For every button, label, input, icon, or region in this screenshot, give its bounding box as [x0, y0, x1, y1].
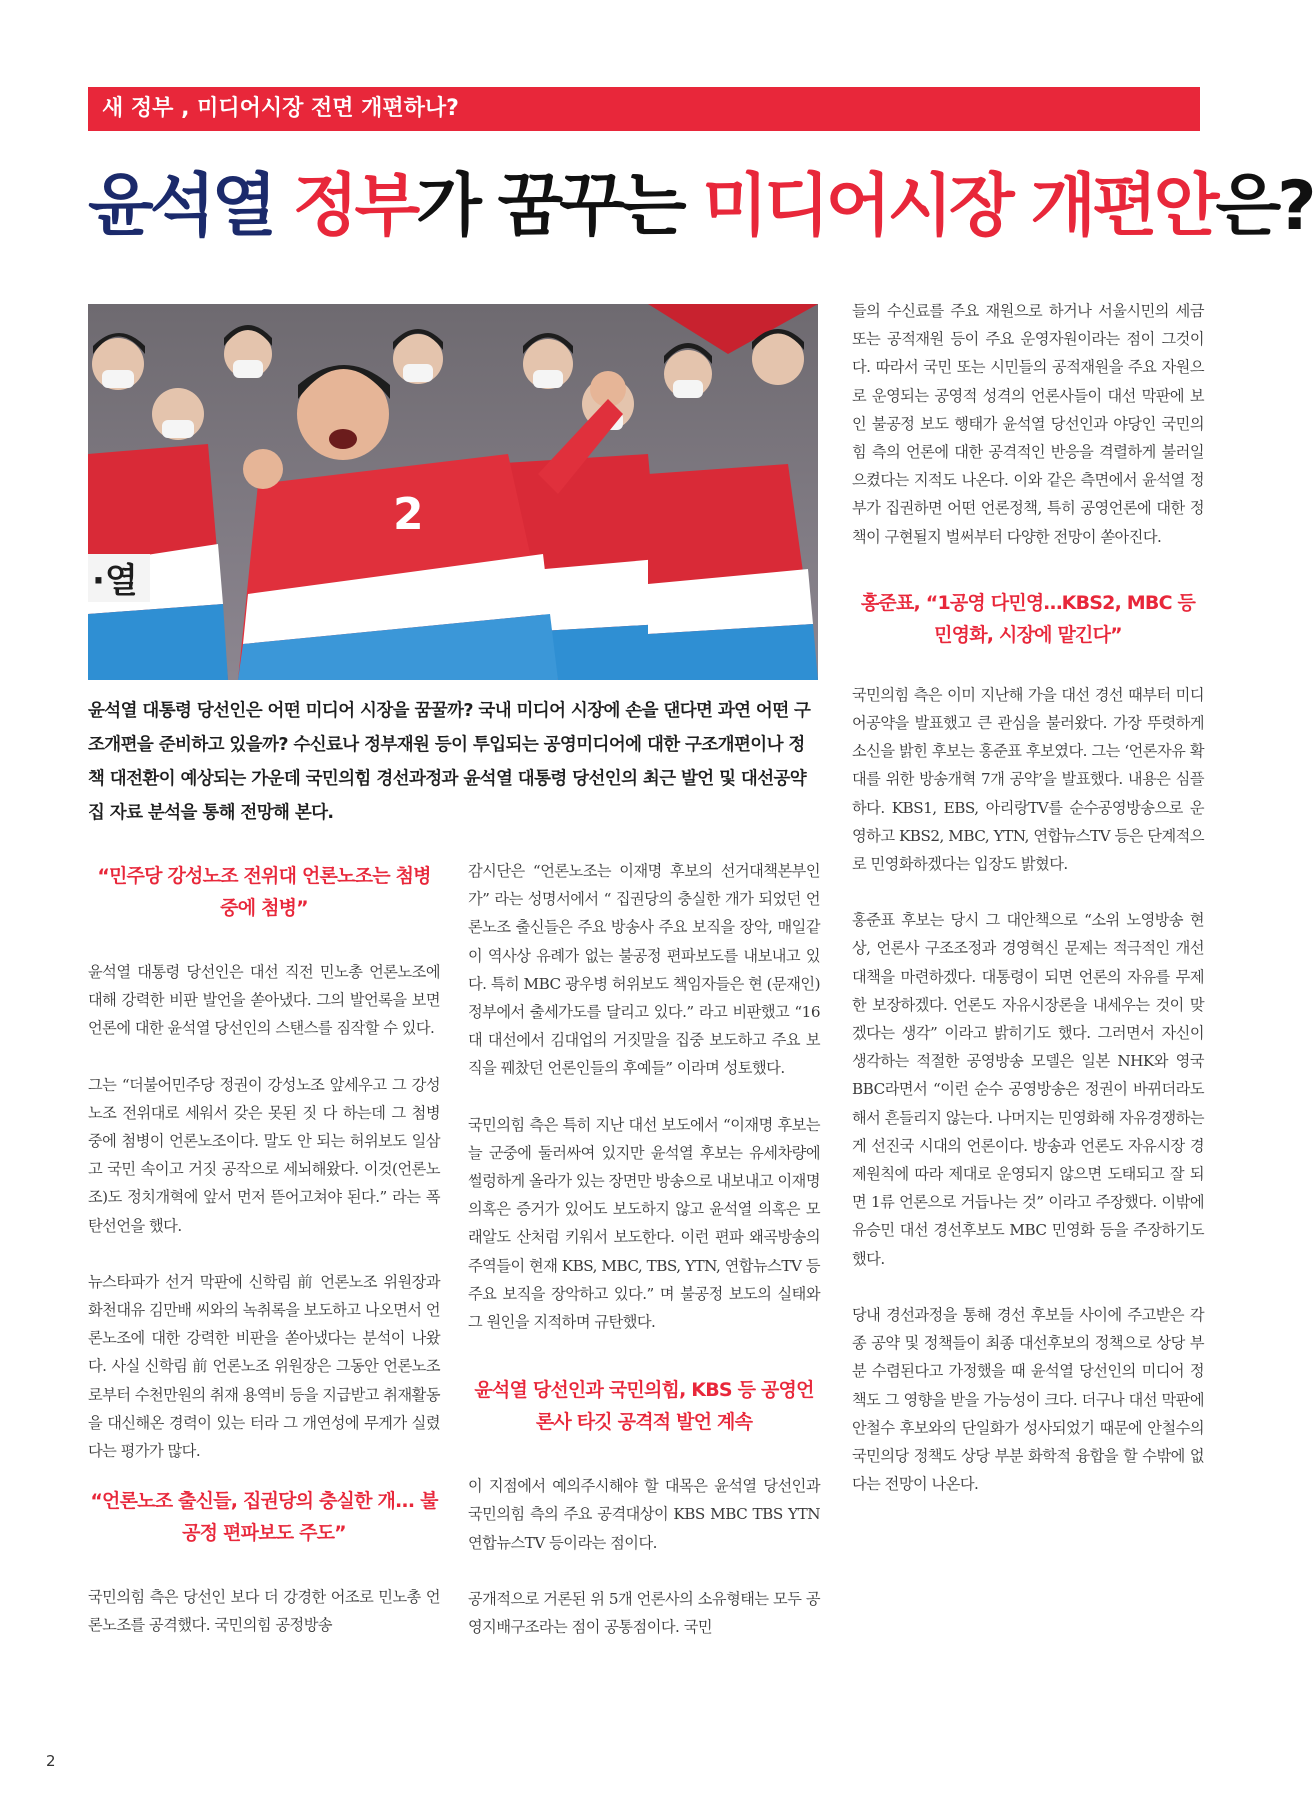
- col2-paragraph-4: 공개적으로 거론된 위 5개 언론사의 소유형태는 모두 공영지배구조라는 점이 공통점이다. 국민: [468, 1589, 820, 1637]
- lead-paragraph: 윤석열 대통령 당선인은 어떤 미디어 시장을 꿈꿀까? 국내 미디어 시장에 손을 댄다면 과연 어떤 구조개편을 준비하고 있을까? 수신료나 정부재원 등이 투입되는 공영미디어에 대한 구조개편이나 정책 대전환이 예상되는 가운데 국민의힘 경선과정과 윤석열 대통령 당선인의 최근 발언 및 대선공약집 자료 분석을 통해 전망해 본다.: [88, 701, 811, 823]
- col1-paragraph-1: 윤석열 대통령 당선인은 대선 직전 민노총 언론노조에 대해 강력한 비판 발언을 쏟아냈다. 그의 발언록을 보면 언론에 대한 윤석열 당선인의 스탠스를 짐작할 수 있다.: [88, 963, 440, 1038]
- headline-part-2: 정부: [292, 167, 417, 246]
- rally-photo-illustration: [88, 304, 818, 680]
- col1-paragraph-4: 국민의힘 측은 당선인 보다 더 강경한 어조로 민노총 언론노조를 공격했다. 국민의힘 공정방송: [88, 1588, 440, 1635]
- page-number: 2: [46, 1752, 56, 1770]
- col1-subhead-2: “언론노조 출신들, 집권당의 충실한 개... 불공정 편파보도 주도”: [90, 1490, 438, 1545]
- headline-part-4: 미디어시장 개편안: [702, 167, 1216, 246]
- col1-paragraph-2: 그는 “더불어민주당 정권이 강성노조 앞세우고 그 강성노조 전위대로 세워서 갖은 못된 짓 다 하는데 그 첨병 중에 첨병이 언론노조이다. 말도 안 되는 허위보도 일삼고 국민 속이고 거짓 공작으로 세뇌해왔다. 이것(언론노조)도 정치개혁에 앞서 먼저 뜯어고쳐야 된다.” 라는 폭탄선언을 했다.: [88, 1075, 440, 1235]
- col1-paragraph-3: 뉴스타파가 선거 막판에 신학림 前 언론노조 위원장과 화천대유 김만배 씨와의 녹취록을 보도하고 나오면서 언론노조에 대한 강력한 비판을 쏟아냈다는 분석이 나왔다. 사실 신학림 前 언론노조 위원장은 그동안 언론노조로부터 수천만원의 취재 용역비 등을 지급받고 취재활동을 대신해온 경력이 있는 터라 그 개연성에 무게가 실렸다는 평가가 많다.: [88, 1272, 440, 1461]
- col2-paragraph-3: 이 지점에서 예의주시해야 할 대목은 윤석열 당선인과 국민의힘 측의 주요 공격대상이 KBS MBC TBS YTN 연합뉴스TV 등이라는 점이다.: [468, 1477, 820, 1552]
- podium-sign-text: ·열: [92, 561, 138, 601]
- section-banner: 새 정부 , 미디어시장 전면 개편하나?: [88, 87, 1200, 131]
- col3-subhead-1: 홍준표, “1공영 다민영…KBS2, MBC 등 민영화, 시장에 맡긴다”: [860, 591, 1196, 646]
- col3-paragraph-2: 국민의힘 측은 이미 지난해 가을 대선 경선 때부터 미디어공약을 발표했고 큰 관심을 불러왔다. 가장 뚜렷하게 소신을 밝힌 후보는 홍준표 후보였다. 그는 ‘언론자유 확대를 위한 방송개혁 7개 공약’을 발표했다. 내용은 심플하다. KBS1, EBS, 아리랑TV를 순수공영방송으로 운영하고 KBS2, MBC, YTN, 연합뉴스TV 등은 단계적으로 민영화하겠다는 입장도 밝혔다.: [852, 685, 1204, 874]
- rally-photo: [88, 304, 818, 680]
- column-2: [468, 857, 820, 1669]
- headline-part-3: 가 꿈꾸는: [416, 167, 703, 246]
- col3-paragraph-3: 홍준표 후보는 당시 그 대안책으로 “소위 노영방송 현상, 언론사 구조조정과 경영혁신 문제는 적극적인 개선 대책을 마련하겠다. 대통령이 되면 언론의 자유를 무제한 보장하겠다. 언론도 자유시장론을 내세우는 것이 맞겠다는 생각” 이라고 밝히기도 했다. 그러면서 자신이 생각하는 적절한 공영방송 모델은 일본 NHK와 영국 BBC라면서 “이런 순수 공영방송은 정권이 바뀌더라도 해서 흔들리지 않는다. 나머지는 민영화해 자유경쟁하는 게 선진국 시대의 언론이다. 방송과 언론도 자유시장 경제원칙에 따라 제대로 운영되지 않으면 도태되고 잘 되면 1류 언론으로 거듭나는 것” 이라고 주장했다. 이밖에 유승민 대선 경선후보도 MBC 민영화 등을 주장하기도 했다.: [852, 911, 1204, 1268]
- col1-subhead-1: “민주당 강성노조 전위대 언론노조는 첨병 중에 첨병”: [97, 865, 431, 919]
- article-headline: [88, 167, 1313, 246]
- col2-paragraph-2: 국민의힘 측은 특히 지난 대선 보도에서 “이재명 후보는 늘 군중에 둘러싸여 있지만 윤석열 후보는 유세차량에 썰렁하게 올라가 있는 장면만 방송으로 내보내고 이재명 의혹은 증거가 있어도 보도하지 않고 윤석열 의혹은 모래알도 산처럼 키워서 보도한다. 이런 편파 왜곡방송의 주역들이 현재 KBS, MBC, TBS, YTN, 연합뉴스TV 등 주요 보직을 장악하고 있다.” 며 불공정 보도의 실태와 그 원인을 지적하며 규탄했다.: [468, 1115, 820, 1332]
- headline-part-5: 은?: [1215, 167, 1313, 246]
- column-1: [88, 860, 440, 1668]
- vest-number: 2: [393, 489, 424, 540]
- col3-paragraph-1: 들의 수신료를 주요 재원으로 하거나 서울시민의 세금 또는 공적재원 등이 주요 운영자원이라는 점이 그것이다. 따라서 국민 또는 시민들의 공적재원을 주요 자원으로 운영되는 공영적 성격의 언론사들이 대선 막판에 보인 불공정 보도 행태가 윤석열 당선인과 야당인 국민의힘 측의 언론에 대한 공격적인 반응을 격렬하게 불러일으켰다는 지적도 나온다. 이와 같은 측면에서 윤석열 정부가 집권하면 어떤 언론정책, 특히 공영언론에 대한 정책이 구현될지 벌써부터 다양한 전망이 쏟아진다.: [852, 302, 1204, 546]
- column-3: [852, 297, 1204, 1526]
- headline-part-1: 윤석열: [88, 167, 293, 246]
- col2-subhead-1: 윤석열 당선인과 국민의힘, KBS 등 공영언론사 타깃 공격적 발언 계속: [474, 1379, 814, 1434]
- col3-paragraph-4: 당내 경선과정을 통해 경선 후보들 사이에 주고받은 각종 공약 및 정책들이 최종 대선후보의 정책으로 상당 부분 수렴된다고 가정했을 때 윤석열 당선인의 미디어 정책도 그 영향을 받을 가능성이 크다. 더구나 대선 막판에 안철수 후보와의 단일화가 성사되었기 때문에 안철수의 국민의당 정책도 상당 부분 화학적 융합을 할 수밖에 없다는 전망이 나온다.: [852, 1305, 1204, 1494]
- col2-paragraph-1: 감시단은 “언론노조는 이재명 후보의 선거대책본부인가” 라는 성명서에서 “ 집권당의 충실한 개가 되었던 언론노조 출신들은 주요 방송사 주요 보직을 장악, 매일같이 역사상 유례가 없는 불공정 편파보도를 내보내고 있다. 특히 MBC 광우병 허위보도 책임자들은 현 (문재인) 정부에서 출세가도를 달리고 있다.” 라고 비판했고 “16대 대선에서 김대업의 거짓말을 집중 보도하고 주요 보직을 꿰찼던 언론인들의 후예들” 이라며 성토했다.: [468, 862, 820, 1078]
